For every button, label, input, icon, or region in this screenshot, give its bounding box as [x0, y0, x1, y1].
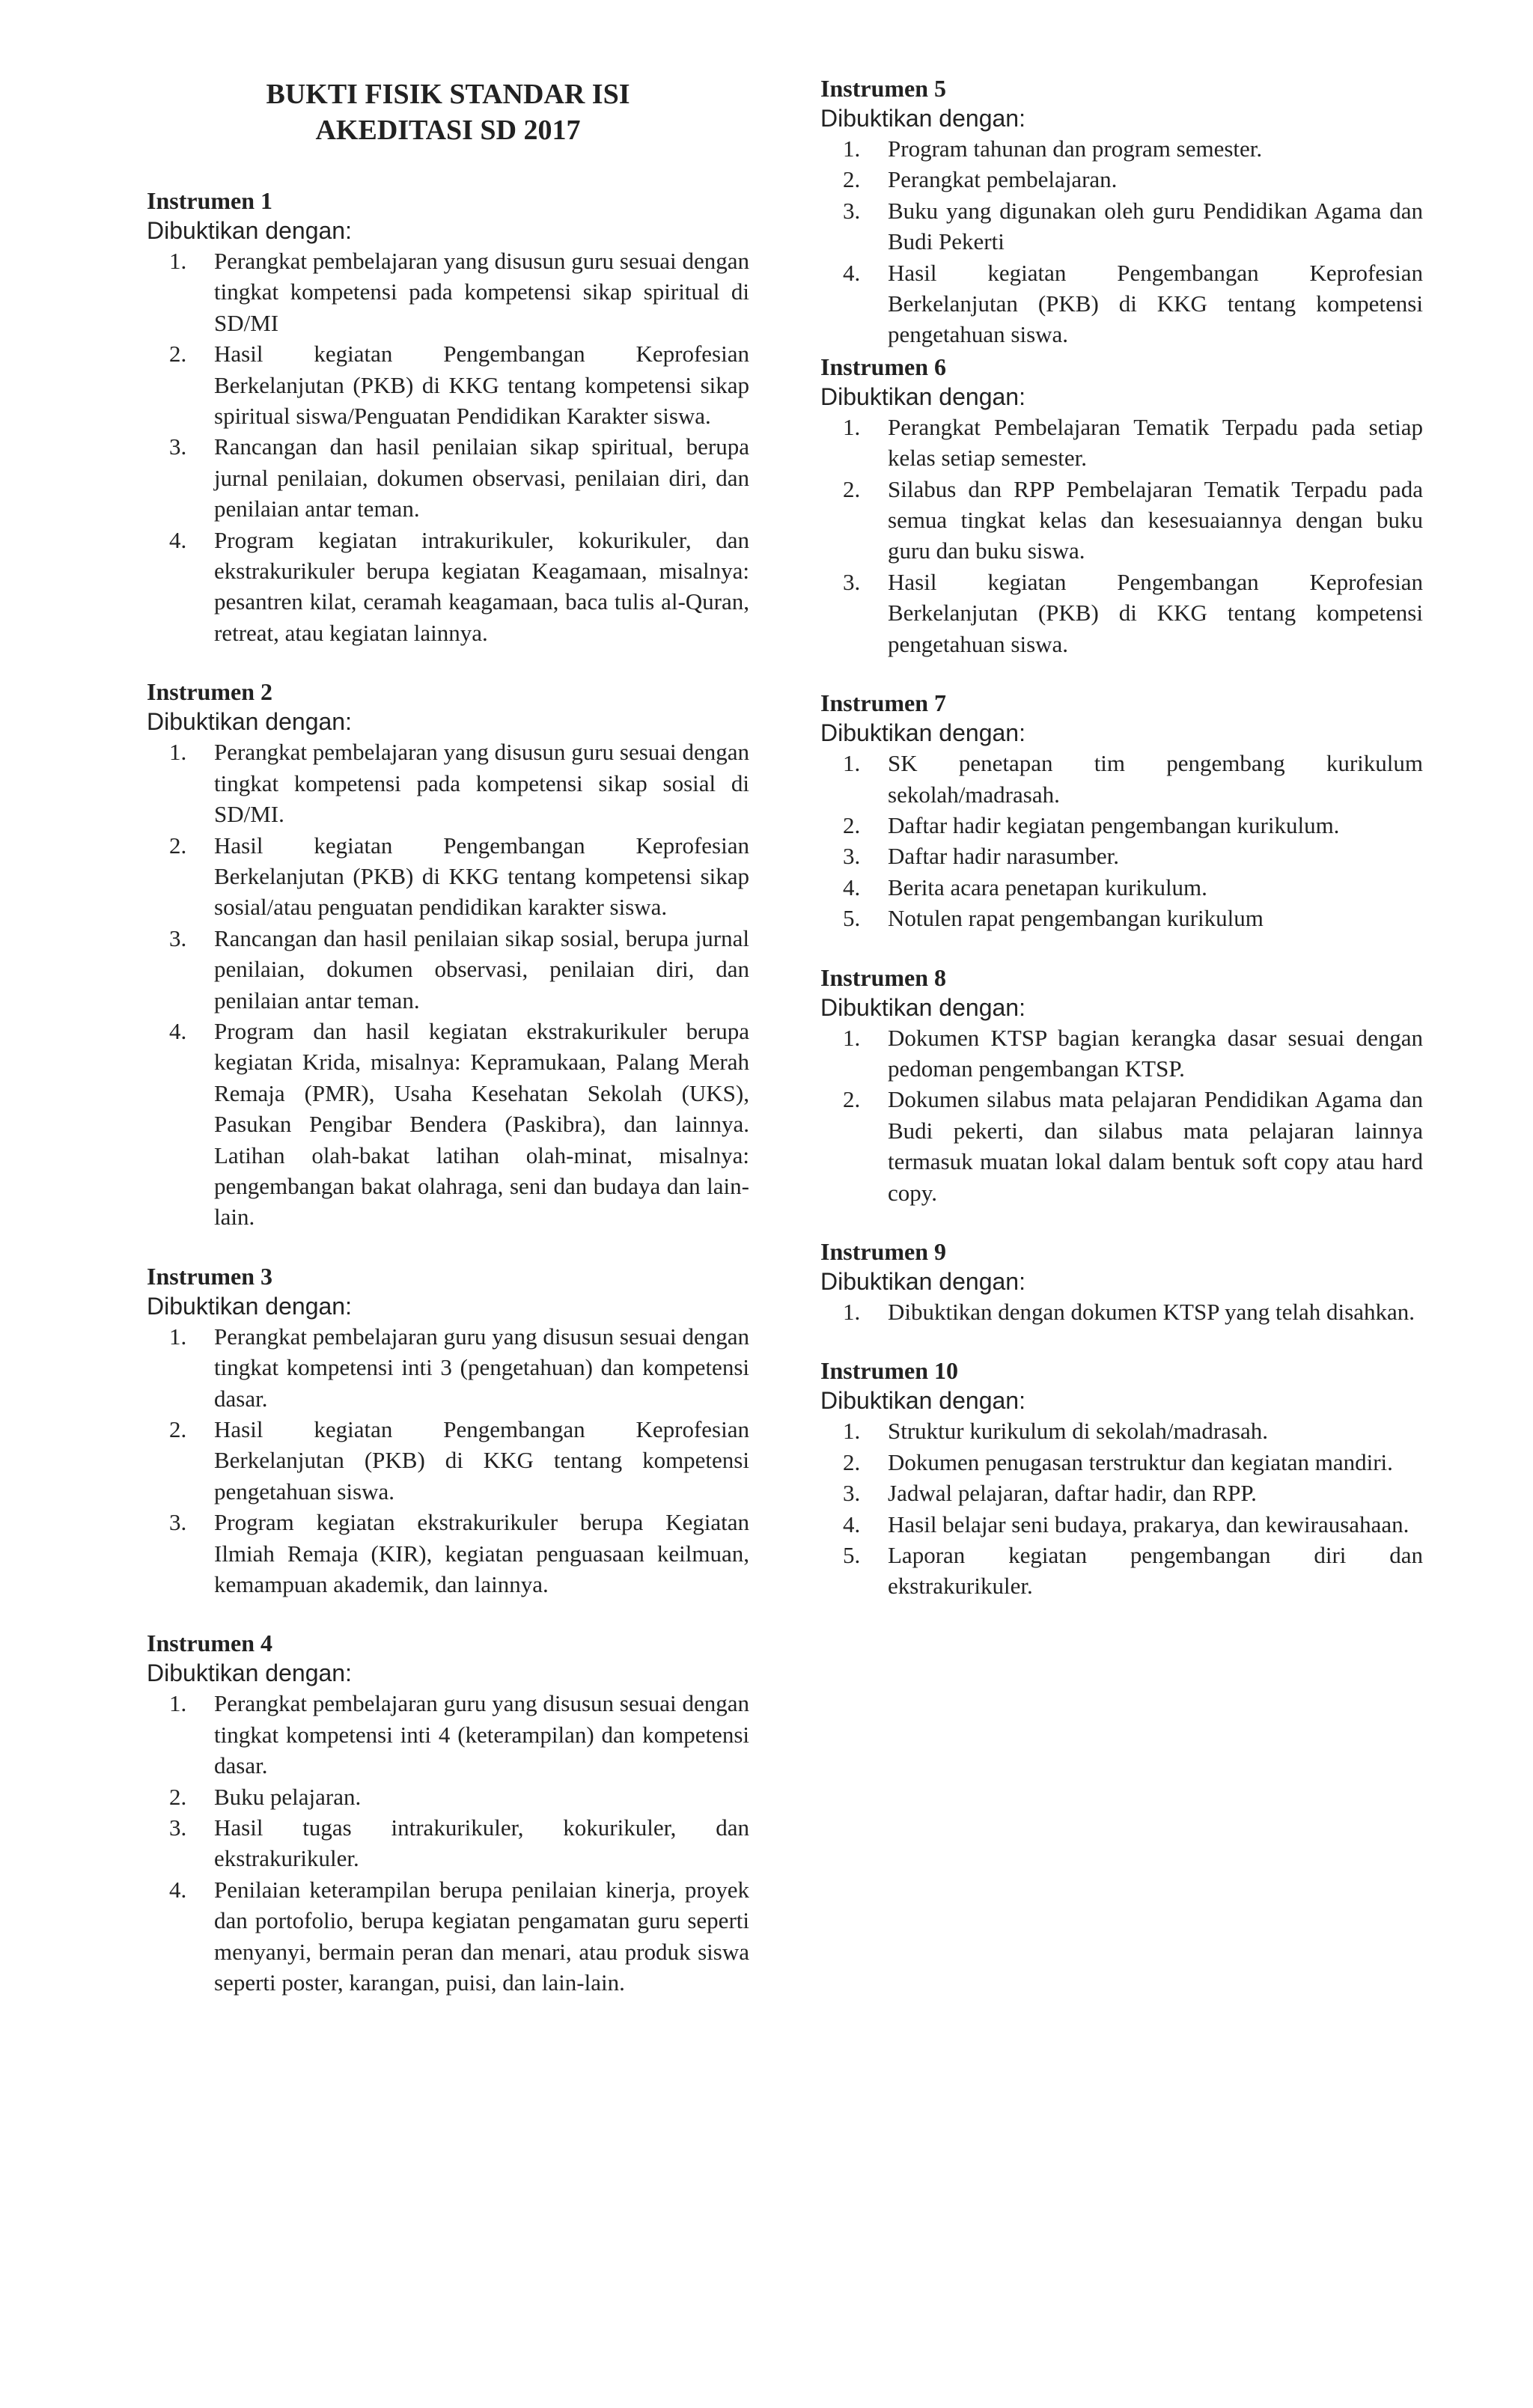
- section-subheading: Dibuktikan dengan:: [147, 217, 352, 244]
- evidence-list: [147, 737, 749, 1233]
- evidence-list: [820, 1296, 1423, 1327]
- left-column: [147, 67, 749, 2027]
- section-subheading: Dibuktikan dengan:: [820, 105, 1025, 132]
- section-instrumen-3: [147, 1261, 749, 1600]
- evidence-list: [820, 1022, 1423, 1208]
- section-subheading: Dibuktikan dengan:: [147, 708, 352, 736]
- list-item: 2. Silabus dan RPP Pembelajaran Tematik Terpadu pada semua tingkat kelas dan kesesuaiannya dengan buku guru dan buku siswa.: [843, 475, 1423, 564]
- section-instrumen-7: [820, 688, 1423, 933]
- section-subheading: Dibuktikan dengan:: [820, 382, 1025, 410]
- list-item: 1. Dokumen KTSP bagian kerangka dasar sesuai dengan pedoman pengembangan KTSP.: [843, 1024, 1423, 1082]
- section-heading: Instrumen 7: [820, 689, 947, 717]
- list-item: 4. Program dan hasil kegiatan ekstrakurikuler berupa kegiatan Krida, misalnya: Kepramukaan, Palang Merah Remaja (PMR), Usaha Kesehatan Sekolah (UKS), Pasukan Pengibar Bendera (Paskibra), dan lainnya. Latihan olah-bakat latihan olah-minat, misalnya: pengembangan bakat olahraga, seni dan budaya dan lain-lain.: [169, 1017, 749, 1231]
- section-subheading: Dibuktikan dengan:: [820, 993, 1025, 1021]
- list-item: 3. Hasil tugas intrakurikuler, kokurikuler, dan ekstrakurikuler.: [169, 1814, 749, 1872]
- section-heading: Instrumen 6: [820, 353, 947, 380]
- list-item: 3. Buku yang digunakan oleh guru Pendidikan Agama dan Budi Pekerti: [843, 197, 1423, 255]
- list-item: 1. Program tahunan dan program semester.: [843, 135, 1263, 162]
- section-heading: Instrumen 8: [820, 963, 947, 991]
- right-column: [820, 73, 1423, 1630]
- list-item: 4. Hasil kegiatan Pengembangan Keprofesian Berkelanjutan (PKB) di KKG tentang kompetensi pengetahuan siswa.: [843, 259, 1423, 348]
- section-heading: Instrumen 3: [147, 1262, 273, 1290]
- list-item: 3. Rancangan dan hasil penilaian sikap sosial, berupa jurnal penilaian, dokumen observasi, penilaian diri, dan penilaian antar teman.: [169, 924, 749, 1014]
- evidence-list: [820, 133, 1423, 350]
- list-item: 4. Program kegiatan intrakurikuler, kokurikuler, dan ekstrakurikuler berupa kegiatan Keagamaan, misalnya: pesantren kilat, ceramah keagamaan, baca tulis al-Quran, retreat, atau kegiatan lainnya.: [169, 526, 749, 646]
- list-item: 2. Hasil kegiatan Pengembangan Keprofesian Berkelanjutan (PKB) di KKG tentang kompetensi sikap sosial/atau penguatan pendidikan karakter siswa.: [169, 832, 749, 921]
- section-heading: Instrumen 9: [820, 1237, 947, 1265]
- list-item: 1. SK penetapan tim pengembang kurikulum sekolah/madrasah.: [843, 750, 1423, 808]
- list-item: 2. Dokumen penugasan terstruktur dan kegiatan mandiri.: [843, 1448, 1393, 1475]
- section-heading: Instrumen 2: [147, 678, 273, 706]
- list-item: 2. Daftar hadir kegiatan pengembangan kurikulum.: [843, 811, 1340, 838]
- section-subheading: Dibuktikan dengan:: [820, 719, 1025, 747]
- evidence-list: [147, 246, 749, 648]
- list-item: 2. Hasil kegiatan Pengembangan Keprofesian Berkelanjutan (PKB) di KKG tentang kompetensi pengetahuan siswa.: [169, 1416, 749, 1505]
- section-instrumen-6: [820, 352, 1423, 659]
- section-subheading: Dibuktikan dengan:: [147, 1292, 352, 1320]
- list-item: 4. Penilaian keterampilan berupa penilaian kinerja, proyek dan portofolio, berupa kegiatan pengamatan guru seperti menyanyi, bermain peran dan menari, atau produk siswa seperti poster, karangan, puisi, dan lain-lain.: [169, 1876, 749, 1996]
- list-item: 2. Buku pelajaran.: [169, 1783, 362, 1810]
- list-item: 1. Perangkat pembelajaran yang disusun guru sesuai dengan tingkat kompetensi pada kompetensi sikap sosial di SD/MI.: [169, 739, 749, 828]
- evidence-list: [147, 1688, 749, 1998]
- section-heading: Instrumen 4: [147, 1630, 273, 1657]
- section-instrumen-5: [820, 73, 1423, 350]
- evidence-list: [147, 1321, 749, 1600]
- list-item: 1. Perangkat pembelajaran guru yang disusun sesuai dengan tingkat kompetensi inti 3 (pengetahuan) dan kompetensi dasar.: [169, 1323, 749, 1412]
- section-subheading: Dibuktikan dengan:: [147, 1659, 352, 1687]
- list-item: 3. Program kegiatan ekstrakurikuler berupa Kegiatan Ilmiah Remaja (KIR), kegiatan penguasaan keilmuan, kemampuan akademik, dan lainnya.: [169, 1509, 749, 1598]
- list-item: 3. Rancangan dan hasil penilaian sikap spiritual, berupa jurnal penilaian, dokumen observasi, penilaian diri, dan penilaian antar teman.: [169, 433, 749, 522]
- list-item: 4. Hasil belajar seni budaya, prakarya, dan kewirausahaan.: [843, 1511, 1409, 1537]
- section-instrumen-2: [147, 677, 749, 1233]
- list-item: 1. Struktur kurikulum di sekolah/madrasah.: [843, 1418, 1268, 1445]
- section-heading: Instrumen 10: [820, 1357, 959, 1385]
- list-item: 3. Jadwal pelajaran, daftar hadir, dan RPP.: [843, 1480, 1257, 1507]
- section-instrumen-8: [820, 963, 1423, 1208]
- list-item: 2. Dokumen silabus mata pelajaran Pendidikan Agama dan Budi pekerti, dan silabus mata pelajaran lainnya termasuk muatan lokal dalam bentuk soft copy atau hard copy.: [843, 1086, 1423, 1206]
- list-item: 2. Perangkat pembelajaran.: [843, 166, 1118, 193]
- title-line-1: BUKTI FISIK STANDAR ISI: [266, 79, 630, 110]
- list-item: 1. Perangkat pembelajaran yang disusun guru sesuai dengan tingkat kompetensi pada kompetensi sikap spiritual di SD/MI: [169, 248, 749, 336]
- section-instrumen-4: [147, 1628, 749, 1998]
- list-item: 3. Daftar hadir narasumber.: [843, 843, 1120, 870]
- section-subheading: Dibuktikan dengan:: [820, 1267, 1025, 1295]
- section-heading: Instrumen 1: [147, 187, 273, 214]
- list-item: 2. Hasil kegiatan Pengembangan Keprofesian Berkelanjutan (PKB) di KKG tentang kompetensi sikap spiritual siswa/Penguatan Pendidikan Karakter siswa.: [169, 341, 749, 430]
- list-item: 4. Berita acara penetapan kurikulum.: [843, 874, 1207, 900]
- list-item: 1. Dibuktikan dengan dokumen KTSP yang telah disahkan.: [843, 1298, 1415, 1325]
- list-item: 1. Perangkat pembelajaran guru yang disusun sesuai dengan tingkat kompetensi inti 4 (keterampilan) dan kompetensi dasar.: [169, 1690, 749, 1779]
- evidence-list: [820, 1415, 1423, 1601]
- section-instrumen-10: [820, 1356, 1423, 1601]
- evidence-list: [820, 412, 1423, 659]
- list-item: 5. Notulen rapat pengembangan kurikulum: [843, 905, 1264, 932]
- section-heading: Instrumen 5: [820, 75, 947, 102]
- section-instrumen-9: [820, 1237, 1423, 1327]
- title-line-2: AKEDITASI SD 2017: [315, 115, 581, 146]
- evidence-list: [820, 748, 1423, 933]
- document-title: [147, 76, 749, 148]
- list-item: 3. Hasil kegiatan Pengembangan Keprofesian Berkelanjutan (PKB) di KKG tentang kompetensi pengetahuan siswa.: [843, 568, 1423, 657]
- list-item: 1. Perangkat Pembelajaran Tematik Terpadu pada setiap kelas setiap semester.: [843, 413, 1423, 472]
- list-item: 5. Laporan kegiatan pengembangan diri dan ekstrakurikuler.: [843, 1542, 1423, 1600]
- section-subheading: Dibuktikan dengan:: [820, 1387, 1025, 1415]
- section-instrumen-1: [147, 186, 749, 648]
